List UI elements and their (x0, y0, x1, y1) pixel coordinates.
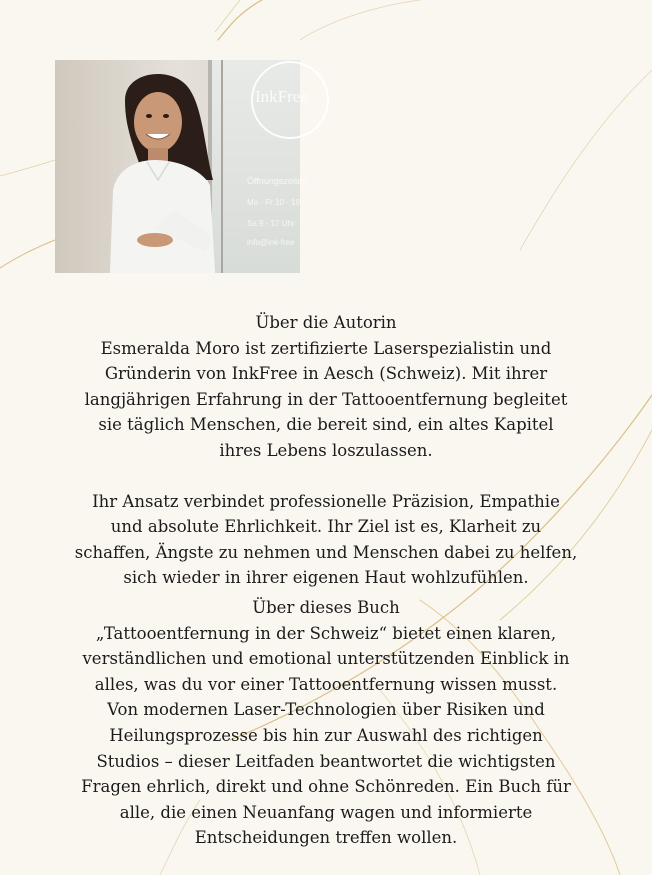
text-line: Entscheidungen treffen wollen. (194, 828, 458, 848)
text-line: Heilungsprozesse bis hin zur Auswahl des richtigen (109, 725, 543, 745)
text-line: Von modernen Laser-Technologien über Risiken und (107, 700, 545, 720)
text-line: und absolute Ehrlichkeit. Ihr Ziel ist es, Klarheit zu (110, 517, 542, 537)
author-section (40, 310, 612, 591)
author-paragraph-1 (40, 336, 612, 464)
text-line: schaffen, Ängste zu nehmen und Menschen dabei zu helfen, (74, 542, 578, 562)
door-hours-title: Öffnungszeiten (247, 176, 308, 186)
text-line: Studios – dieser Leitfaden beantwortet die wichtigsten (96, 751, 556, 771)
text-line: Ihr Ansatz verbindet professionelle Präzision, Empathie (92, 491, 560, 511)
door-sign-brand: InkFree (255, 87, 308, 106)
book-heading: Über dieses Buch (252, 598, 400, 617)
book-section (40, 595, 612, 851)
text-line: langjährigen Erfahrung in der Tattooentfernung begleitet (84, 389, 568, 409)
text-line: ihres Lebens loszulassen. (219, 440, 433, 460)
text-line: alles, was du vor einer Tattooentfernung wissen musst. (94, 674, 558, 694)
door-sign (255, 88, 315, 106)
author-heading: Über die Autorin (255, 313, 397, 332)
author-paragraph-2 (40, 489, 612, 591)
door-hours-line2: Sa 9 - 17 Uhr (247, 219, 295, 228)
text-line: sie täglich Menschen, die bereit sind, ein altes Kapitel (98, 415, 554, 435)
text-line: sich wieder in ihrer eigenen Haut wohlzufühlen. (123, 568, 529, 588)
paragraph-gap (40, 464, 612, 489)
text-line: verständlichen und emotional unterstützenden Einblick in (82, 649, 570, 669)
door-hours-line1: Mo - Fr 10 - 19 (247, 198, 300, 207)
author-photo (55, 60, 308, 273)
text-line: „Tattooentfernung in der Schweiz“ bietet einen klaren, (95, 623, 557, 643)
text-line: alle, die einen Neuanfang wagen und informierte (119, 802, 533, 822)
book-paragraph (40, 621, 612, 851)
text-line: Fragen ehrlich, direkt und ohne Schönreden. Ein Buch für (81, 777, 571, 797)
door-email: info@ink-free (247, 238, 295, 247)
text-line: Gründerin von InkFree in Aesch (Schweiz). Mit ihrer (104, 364, 548, 384)
door-hours (247, 176, 307, 248)
text-line: Esmeralda Moro ist zertifizierte Laserspezialistin und (100, 338, 552, 358)
